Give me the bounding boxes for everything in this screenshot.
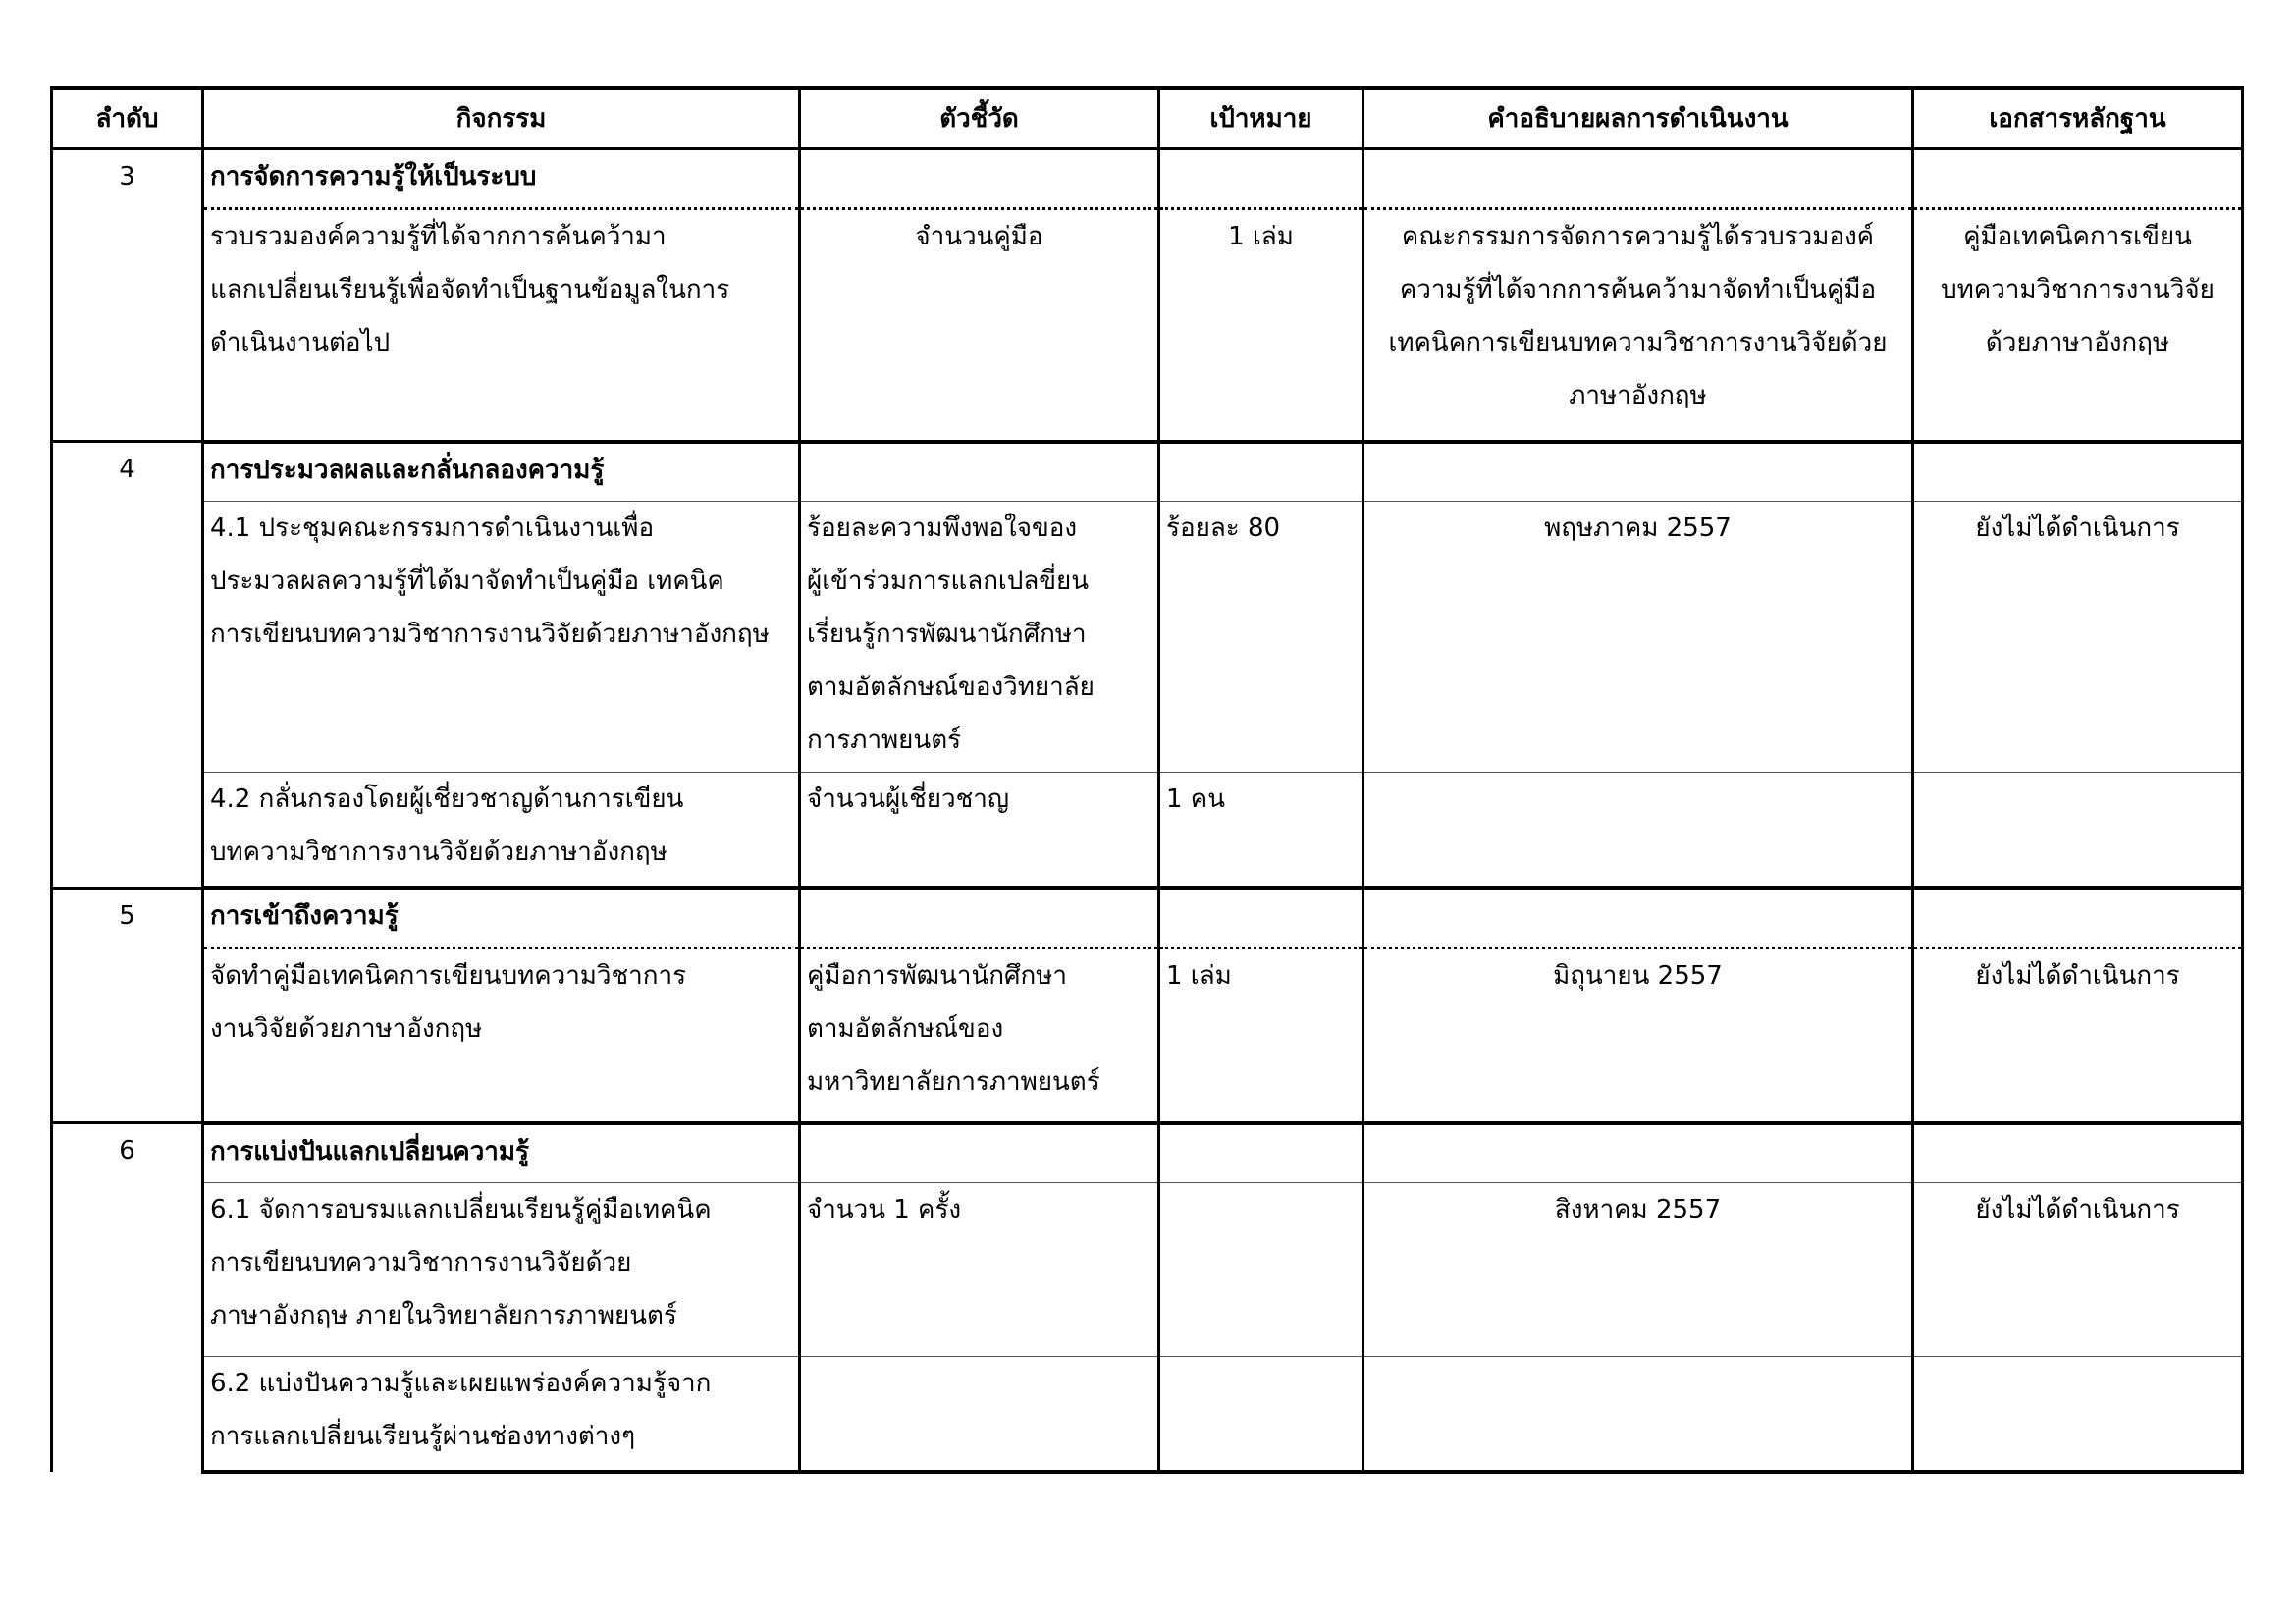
result-cell bbox=[1363, 1356, 1913, 1472]
header-target: เป้าหมาย bbox=[1159, 88, 1363, 149]
table-row bbox=[52, 209, 2243, 442]
evidence-cell: คู่มือเทคนิคการเขียน บทความวิชาการงานวิจัย ด้วยภาษาอังกฤษ bbox=[1913, 209, 2243, 442]
section-title-row bbox=[52, 149, 2243, 209]
section-title: การเข้าถึงความรู้ bbox=[203, 888, 800, 948]
table-row bbox=[52, 772, 2243, 888]
indicator-cell: คู่มือการพัฒนานักศึกษา ตามอัตลักษณ์ของ มหาวิทยาลัยการภาพยนตร์ bbox=[800, 948, 1159, 1123]
activity-cell: 6.1 จัดการอบรมแลกเปลี่ยนเรียนรู้คู่มือเทคนิค การเขียนบทความวิชาการงานวิจัยด้วย ภาษาอังกฤษ ภายในวิทยาลัยการภาพยนตร์ bbox=[203, 1182, 800, 1356]
header-indicator: ตัวชี้วัด bbox=[800, 88, 1159, 149]
section-title: การแบ่งปันแลกเปลี่ยนความรู้ bbox=[203, 1123, 800, 1183]
header-no: ลำดับ bbox=[52, 88, 203, 149]
section-number: 4 bbox=[52, 442, 203, 889]
activity-cell: รวบรวมองค์ความรู้ที่ได้จากการค้นคว้ามา แลกเปลี่ยนเรียนรู้เพื่อจัดทำเป็นฐานข้อมูลในการ ดำเนินงานต่อไป bbox=[203, 209, 800, 442]
header-result: คำอธิบายผลการดำเนินงาน bbox=[1363, 88, 1913, 149]
section-number: 5 bbox=[52, 888, 203, 1123]
activity-cell: 6.2 แบ่งปันความรู้และเผยแพร่องค์ความรู้จาก การแลกเปลี่ยนเรียนรู้ผ่านช่องทางต่างๆ bbox=[203, 1356, 800, 1472]
indicator-cell: ร้อยละความพึงพอใจของ ผู้เข้าร่วมการแลกเปลขี่ยน เรี่ยนรู้การพัฒนานักศึกษา ตามอัตลักษณ์ของวิทยาลัย การภาพยนตร์ bbox=[800, 501, 1159, 772]
target-cell bbox=[1159, 1182, 1363, 1356]
indicator-cell: จำนวนคู่มือ bbox=[800, 209, 1159, 442]
evidence-cell: ยังไม่ได้ดำเนินการ bbox=[1913, 948, 2243, 1123]
header-row bbox=[52, 88, 2243, 149]
table-row bbox=[52, 1356, 2243, 1472]
indicator-cell bbox=[800, 1356, 1159, 1472]
section-title: การจัดการความรู้ให้เป็นระบบ bbox=[203, 149, 800, 209]
result-cell bbox=[1363, 772, 1913, 888]
section-title-row bbox=[52, 442, 2243, 502]
evidence-cell bbox=[1913, 1356, 2243, 1472]
table-row bbox=[52, 948, 2243, 1123]
header-activity: กิจกรรม bbox=[203, 88, 800, 149]
target-cell: ร้อยละ 80 bbox=[1159, 501, 1363, 772]
evidence-cell bbox=[1913, 772, 2243, 888]
table-row bbox=[52, 501, 2243, 772]
result-cell: พฤษภาคม 2557 bbox=[1363, 501, 1913, 772]
evidence-cell: ยังไม่ได้ดำเนินการ bbox=[1913, 501, 2243, 772]
evidence-cell: ยังไม่ได้ดำเนินการ bbox=[1913, 1182, 2243, 1356]
activity-cell: 4.2 กลั่นกรองโดยผู้เชี่ยวชาญด้านการเขียน บทความวิชาการงานวิจัยด้วยภาษาอังกฤษ bbox=[203, 772, 800, 888]
target-cell: 1 เล่ม bbox=[1159, 209, 1363, 442]
section-number: 6 bbox=[52, 1123, 203, 1473]
result-cell: สิงหาคม 2557 bbox=[1363, 1182, 1913, 1356]
section-title-row bbox=[52, 888, 2243, 948]
header-evidence: เอกสารหลักฐาน bbox=[1913, 88, 2243, 149]
target-cell bbox=[1159, 1356, 1363, 1472]
result-cell: มิถุนายน 2557 bbox=[1363, 948, 1913, 1123]
section-title-row bbox=[52, 1123, 2243, 1183]
activity-cell: จัดทำคู่มือเทคนิคการเขียนบทความวิชาการ งานวิจัยด้วยภาษาอังกฤษ bbox=[203, 948, 800, 1123]
indicator-cell: จำนวน 1 ครั้ง bbox=[800, 1182, 1159, 1356]
target-cell: 1 คน bbox=[1159, 772, 1363, 888]
section-title: การประมวลผลและกลั่นกลองความรู้ bbox=[203, 442, 800, 502]
table-row bbox=[52, 1182, 2243, 1356]
km-plan-table bbox=[50, 86, 2244, 1474]
indicator-cell: จำนวนผู้เชี่ยวชาญ bbox=[800, 772, 1159, 888]
target-cell: 1 เล่ม bbox=[1159, 948, 1363, 1123]
activity-cell: 4.1 ประชุมคณะกรรมการดำเนินงานเพื่อ ประมวลผลความรู้ที่ได้มาจัดทำเป็นคู่มือ เทคนิค การเขียนบทความวิชาการงานวิจัยด้วยภาษาอังกฤษ bbox=[203, 501, 800, 772]
result-cell: คณะกรรมการจัดการความรู้ได้รวบรวมองค์ ความรู้ที่ได้จากการค้นคว้ามาจัดทำเป็นคู่มือ เทคนิคการเขียนบทความวิชาการงานวิจัยด้วย ภาษาอังกฤษ bbox=[1363, 209, 1913, 442]
section-number: 3 bbox=[52, 149, 203, 442]
